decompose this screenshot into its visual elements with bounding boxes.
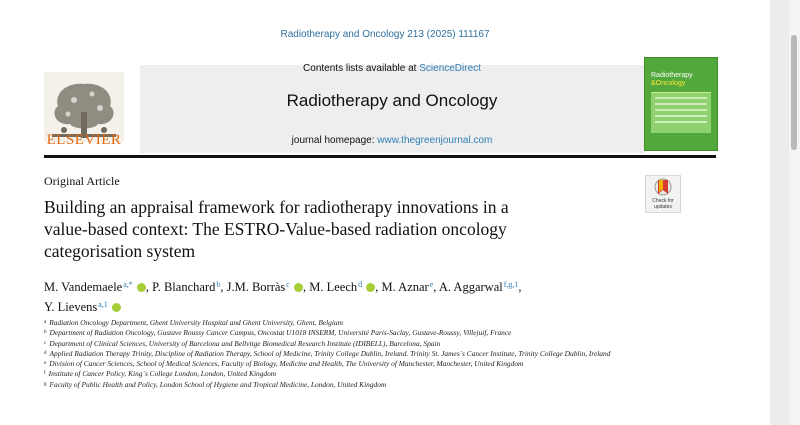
- affiliation-letter: f: [44, 371, 46, 377]
- journal-title: Radiotherapy and Oncology: [286, 91, 498, 110]
- affiliation-text: Department of Clinical Sciences, University of Barcelona and Bellvitge Biomedical Research Institute (IDIBELL), Barcelona, Spain: [49, 338, 441, 348]
- author-name[interactable]: M. Aznar: [381, 280, 429, 294]
- elsevier-wordmark[interactable]: ELSEVIER: [46, 132, 122, 148]
- cover-title-sub: &Oncology: [651, 80, 686, 87]
- title-line: Building an appraisal framework for radiotherapy innovations in a: [44, 197, 509, 217]
- author-name[interactable]: M. Leech: [309, 280, 358, 294]
- author-affiliation-sup[interactable]: a,1: [98, 300, 108, 309]
- affiliation-letter: c: [44, 340, 47, 346]
- contents-prefix: Contents lists available at: [303, 63, 417, 74]
- affiliation-letter: e: [44, 361, 47, 367]
- scrollbar-thumb[interactable]: [791, 35, 797, 150]
- homepage-prefix: journal homepage:: [291, 135, 375, 146]
- crossmark-label: Check for updates: [652, 198, 674, 210]
- article-type: Original Article: [44, 174, 120, 188]
- affiliation-text: Institute of Cancer Policy, King`s College London, London, United Kingdom: [48, 369, 277, 379]
- author-name[interactable]: M. Vandemaele: [44, 280, 123, 294]
- orcid-icon[interactable]: [137, 283, 146, 292]
- cover-title: [651, 72, 711, 88]
- sciencedirect-link[interactable]: ScienceDirect: [419, 63, 481, 74]
- affiliation-item: [44, 349, 674, 359]
- journal-cover-thumbnail[interactable]: [644, 57, 718, 151]
- author-affiliation-sup[interactable]: a,*: [123, 280, 133, 289]
- title-line: value-based context: The ESTRO-Value-based radiation oncology: [44, 219, 507, 239]
- affiliation-letter: g: [44, 381, 47, 387]
- homepage-link[interactable]: www.thegreenjournal.com: [377, 135, 493, 146]
- author-name[interactable]: Y. Lievens: [44, 300, 98, 314]
- contents-line: [140, 63, 644, 74]
- affiliation-letter: b: [44, 330, 47, 336]
- author-affiliation-sup[interactable]: f,g,1: [503, 280, 519, 289]
- title-line: categorisation system: [44, 241, 196, 261]
- journal-citation-link[interactable]: Radiotherapy and Oncology 213 (2025) 111167: [280, 29, 490, 40]
- scrollbar[interactable]: [789, 0, 800, 425]
- affiliation-item: [44, 339, 674, 349]
- affiliation-item: [44, 359, 674, 369]
- affiliation-letter: d: [44, 350, 47, 356]
- affiliation-item: [44, 318, 674, 328]
- affiliation-item: [44, 380, 674, 390]
- author-affiliation-sup[interactable]: d: [358, 280, 363, 289]
- orcid-icon[interactable]: [366, 283, 375, 292]
- author-affiliation-sup[interactable]: b: [216, 280, 221, 289]
- homepage-line: [140, 135, 644, 146]
- crossmark-icon: [646, 176, 680, 198]
- orcid-icon[interactable]: [112, 303, 121, 312]
- affiliation-text: Division of Cancer Sciences, School of Medical Sciences, Faculty of Biology, Medicine and Health, The University of Manchester, Manchester, United Kingdom: [49, 359, 524, 369]
- author-name[interactable]: P. Blanchard: [152, 280, 216, 294]
- header-rule: [44, 155, 716, 158]
- author-list: M. Vandemaele$^{a,*}$ , P. Blanchard$^b$, J.M. Borràs$^c$ , M. Leech$^d$ , M. Aznar$^e$, A. Aggarwal$^{f,g,1}$, Y. Lievens$^{a,1}$: [44, 280, 522, 314]
- author-name[interactable]: A. Aggarwal: [438, 280, 503, 294]
- affiliation-text: Radiation Oncology Department, Ghent University Hospital and Ghent University, Ghent, Belgium: [49, 318, 343, 327]
- affiliation-text: Faculty of Public Health and Policy, London School of Hygiene and Tropical Medicine, London, United Kingdom: [49, 379, 387, 389]
- author-affiliation-sup[interactable]: e: [429, 280, 434, 289]
- author-affiliation-sup[interactable]: c: [286, 280, 290, 289]
- affiliation-text: Applied Radiation Therapy Trinity, Discipline of Radiation Therapy, School of Medicine, Trinity College Dublin, Ireland. Trinity St. James`s Cancer Institute, Trinity College Dublin, Ireland: [49, 348, 611, 358]
- orcid-icon[interactable]: [294, 283, 303, 292]
- cover-title-main: Radiotherapy: [651, 72, 693, 79]
- check-for-updates-button[interactable]: [645, 175, 681, 213]
- affiliation-text: Department of Radiation Oncology, Gustave Roussy Cancer Campus, Oncostat U1018 INSERM, Université Paris-Saclay, Gustave-Roussy, Villejuif, France: [49, 328, 512, 338]
- author-name[interactable]: J.M. Borràs: [226, 280, 286, 294]
- article-title: [44, 196, 604, 262]
- affiliation-list: [44, 318, 674, 390]
- cover-panel: [651, 92, 711, 133]
- affiliation-item: [44, 369, 674, 379]
- affiliation-item: [44, 328, 674, 338]
- affiliation-letter: a: [44, 320, 47, 325]
